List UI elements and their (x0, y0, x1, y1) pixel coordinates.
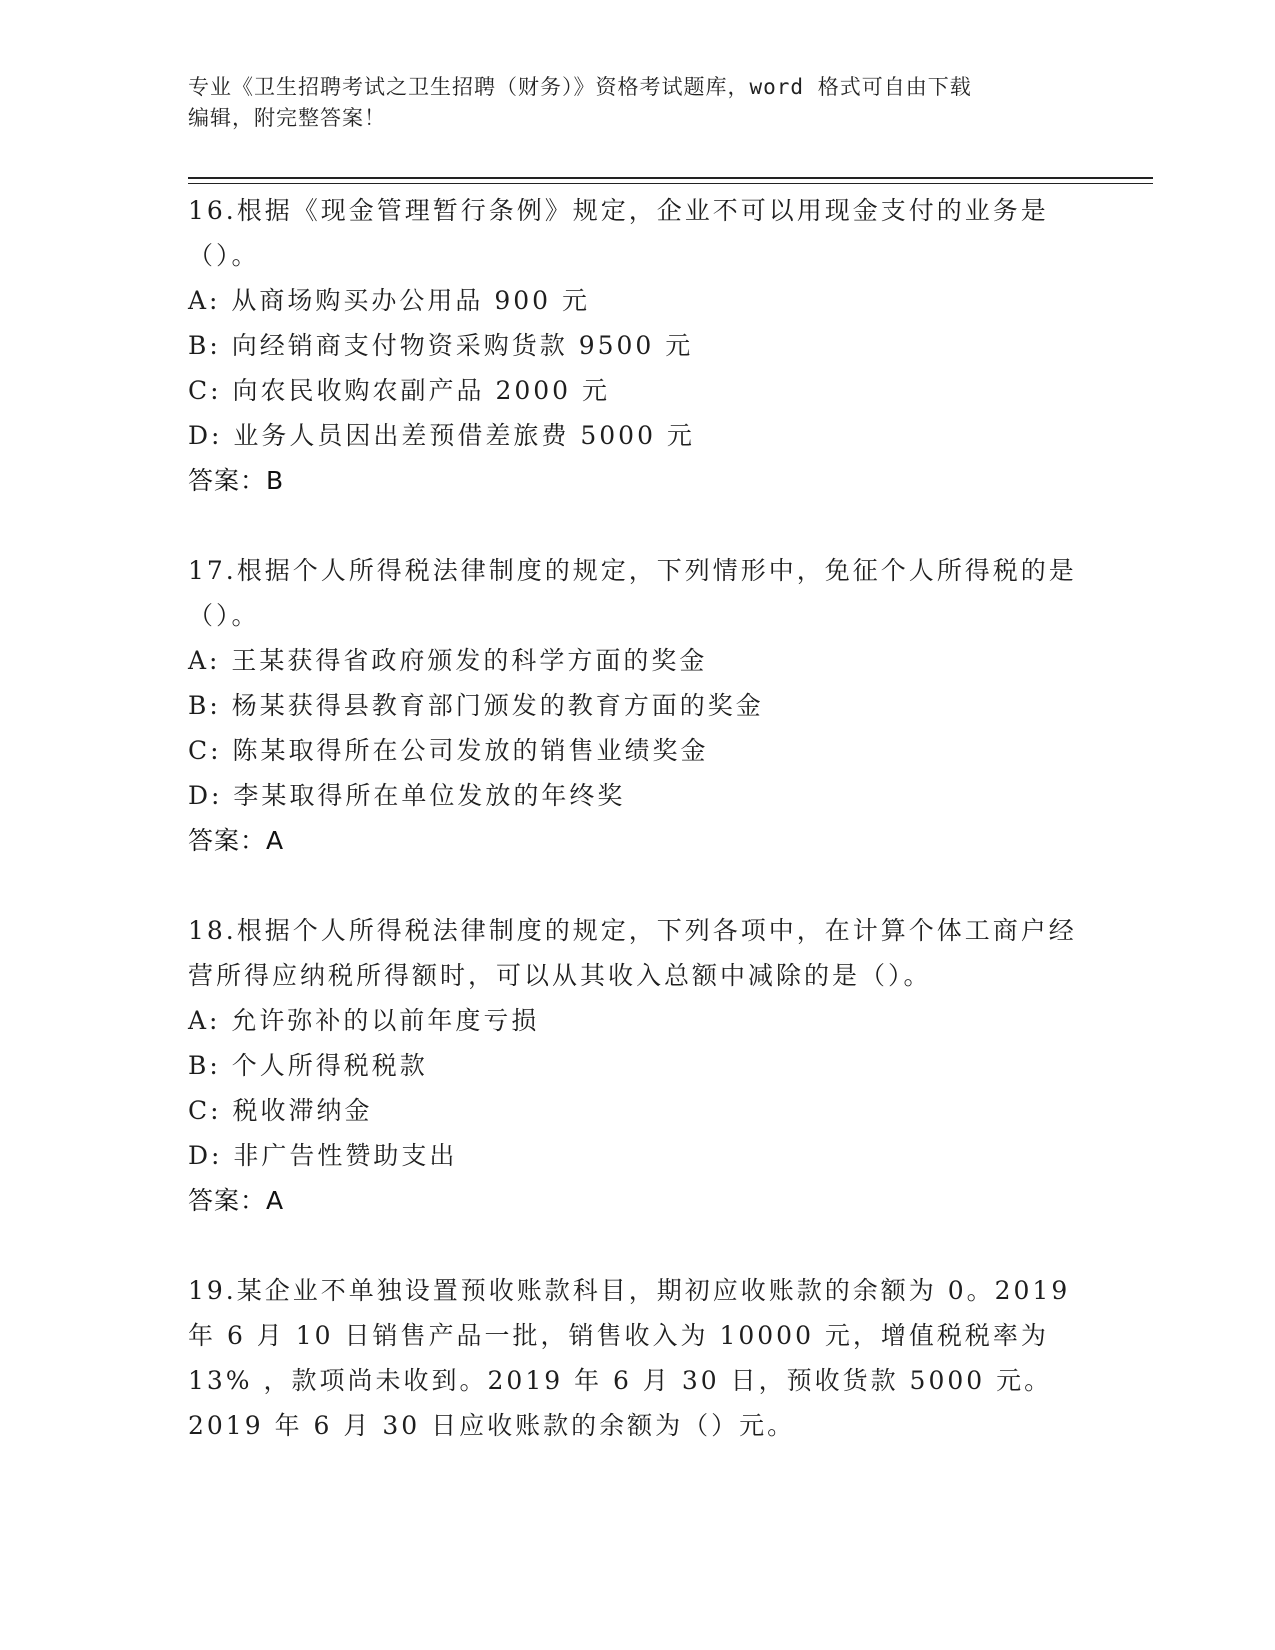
option-c: C: 陈某取得所在公司发放的销售业绩奖金 (188, 736, 709, 765)
header-rule-thin (188, 183, 1153, 184)
question-text: 18.根据个人所得税法律制度的规定，下列各项中，在计算个体工商户经营所得应纳税所得额时，可以从其收入总额中减除的是（）。 (188, 916, 1077, 990)
document-header (188, 72, 1088, 134)
question-text: 19.某企业不单独设置预收账款科目，期初应收账款的余额为 0。2019 年 6 月 10 日销售产品一批，销售收入为 10000 元，增值税税率为 13% ，款项尚未收到。2019 年 6 月 30 日，预收货款 5000 元。2019 年 6 月 30 日应收账款的余额为（）元。 (188, 1276, 1071, 1440)
option-d: D: 业务人员因出差预借差旅费 5000 元 (188, 421, 695, 450)
header-rule-thick (188, 177, 1153, 179)
option-b: B: 向经销商支付物资采购货款 9500 元 (188, 331, 694, 360)
question-17 (188, 548, 1088, 863)
header-line-2: 编辑，附完整答案！ (188, 106, 386, 130)
option-d: D: 李某取得所在单位发放的年终奖 (188, 781, 626, 810)
option-b: B: 个人所得税税款 (188, 1051, 428, 1080)
question-18 (188, 908, 1088, 1223)
answer-text: 答案：A (188, 826, 285, 855)
option-a: A: 允许弥补的以前年度亏损 (188, 1006, 540, 1035)
question-list (188, 188, 1088, 1448)
question-text: 16.根据《现金管理暂行条例》规定，企业不可以用现金支付的业务是（）。 (188, 196, 1049, 270)
question-text: 17.根据个人所得税法律制度的规定，下列情形中，免征个人所得税的是（）。 (188, 556, 1077, 630)
answer-text: 答案：A (188, 1186, 285, 1215)
answer-text: 答案：B (188, 466, 285, 495)
option-a: A: 从商场购买办公用品 900 元 (188, 286, 591, 315)
option-a: A: 王某获得省政府颁发的科学方面的奖金 (188, 646, 708, 675)
question-19 (188, 1268, 1088, 1448)
option-b: B: 杨某获得县教育部门颁发的教育方面的奖金 (188, 691, 764, 720)
option-d: D: 非广告性赞助支出 (188, 1141, 458, 1170)
option-c: C: 向农民收购农副产品 2000 元 (188, 376, 611, 405)
option-c: C: 税收滞纳金 (188, 1096, 373, 1125)
header-line-1: 专业《卫生招聘考试之卫生招聘（财务）》资格考试题库，word 格式可自由下载 (188, 75, 972, 99)
question-16 (188, 188, 1088, 503)
